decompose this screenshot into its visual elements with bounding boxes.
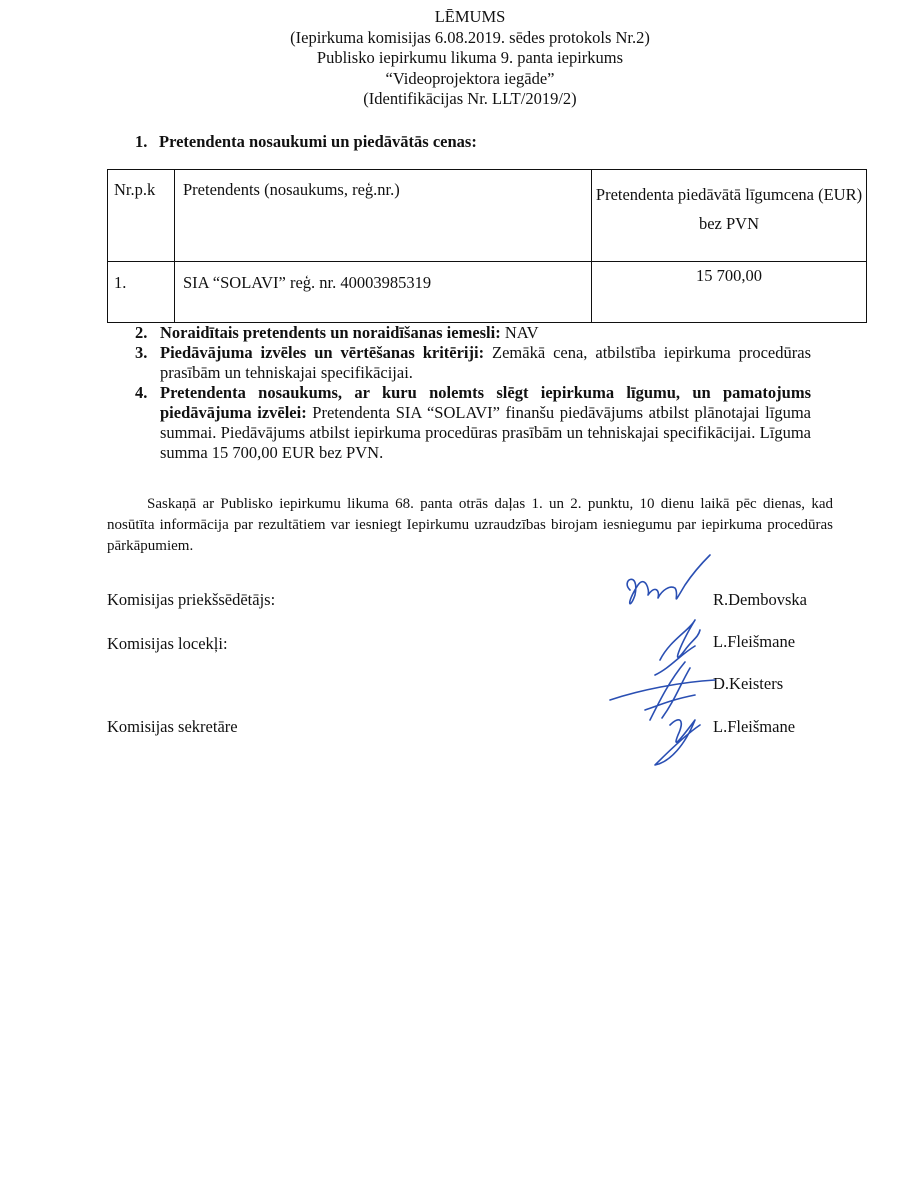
cell-tenderer: SIA “SOLAVI” reģ. nr. 40003985319 (175, 262, 592, 323)
chair-name: R.Dembovska (713, 590, 807, 609)
section-1-heading (135, 132, 477, 151)
section-1-number: 1. (135, 132, 148, 151)
document-header (180, 7, 760, 110)
point-number: 2. (135, 323, 148, 342)
point-4 (135, 383, 811, 463)
point-3 (135, 343, 811, 383)
point-text: NAV (500, 323, 539, 342)
handwritten-signatures (600, 550, 740, 770)
procurement-name: “Videoprojektora iegāde” (385, 68, 555, 88)
point-2 (135, 323, 811, 343)
point-number: 4. (135, 383, 148, 402)
appeal-paragraph: Saskaņā ar Publisko iepirkumu likuma 68. panta otrās daļas 1. un 2. punktu, 10 dienu laikā pēc dienas, kad nosūtīta informācija par rezultātiem var iesniegt Iepirkumu uzraudzības birojam iesniegumu par iepirkuma procedūras pārkāpumiem. (107, 496, 833, 554)
signature-chair (627, 555, 710, 604)
member1-name: L.Fleišmane (713, 632, 796, 651)
offers-table (107, 169, 867, 323)
table-header-row (108, 170, 867, 262)
table-row (108, 262, 867, 323)
point-number: 3. (135, 343, 148, 362)
secretary-name: L.Fleišmane (713, 717, 796, 736)
member2-name: D.Keisters (713, 674, 784, 693)
point-label: Noraidītais pretendents un noraidīšanas iemesli: (160, 323, 501, 342)
protocol-reference: (Iepirkuma komisijas 6.08.2019. sēdes protokols Nr.2) (290, 27, 650, 47)
column-header-price: Pretendenta piedāvātā līgumcena (EUR) bez PVN (592, 170, 867, 262)
chair-label: Komisijas priekšsēdētājs: (107, 590, 276, 609)
column-header-tenderer: Pretendents (nosaukums, reģ.nr.) (175, 170, 592, 262)
identification-number: (Identifikācijas Nr. LLT/2019/2) (363, 89, 577, 108)
cell-price: 15 700,00 (592, 262, 867, 323)
document-title: LĒMUMS (434, 7, 506, 26)
law-reference: Publisko iepirkumu likuma 9. panta iepirkums (316, 48, 624, 67)
secretary-label: Komisijas sekretāre (107, 717, 238, 736)
point-text: Pretendenta SIA “SOLAVI” finanšu piedāvājums atbilst plānotajai līguma summai. Piedāvājums atbilst iepirkuma procedūras prasībām un tehniskajai specifikācijai. Līguma summa 15 700,00 EUR bez PVN. (160, 403, 811, 462)
signature-secretary (655, 720, 700, 765)
point-text: Zemākā cena, atbilstība iepirkuma procedūras prasībām un tehniskajai specifikācijai. (160, 343, 811, 382)
signature-member-1 (655, 620, 700, 675)
members-label: Komisijas locekļi: (107, 634, 228, 653)
point-label: Pretendenta nosaukums, ar kuru nolemts slēgt iepirkuma līgumu, un pamatojums piedāvājuma izvēlei: (160, 383, 811, 422)
section-1-title: Pretendenta nosaukumi un piedāvātās cenas: (159, 132, 477, 151)
decision-points (135, 323, 811, 463)
cell-nr: 1. (108, 262, 175, 323)
point-label: Piedāvājuma izvēles un vērtēšanas kritēriji: (160, 343, 485, 362)
column-header-nr: Nr.p.k (108, 170, 175, 262)
